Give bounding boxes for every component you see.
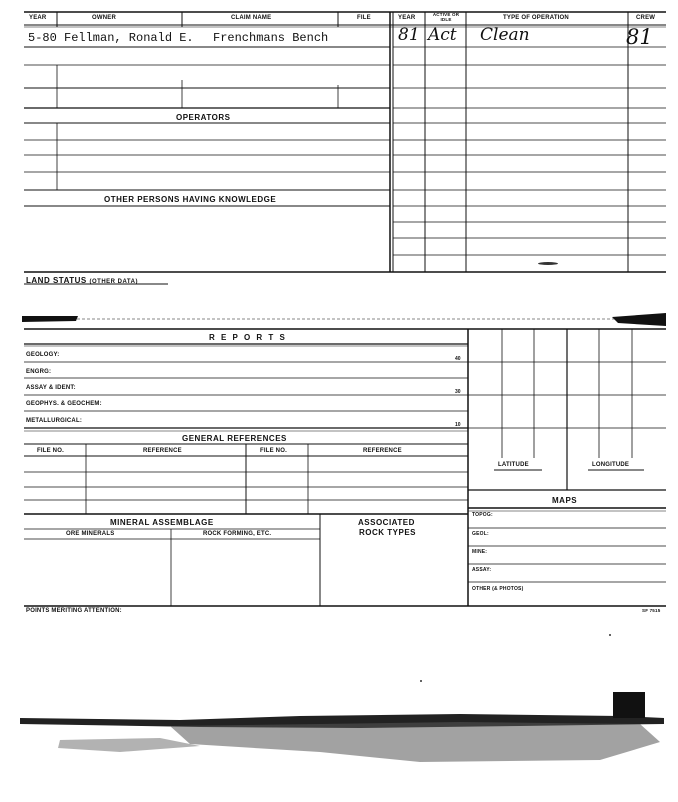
report-num-geology: 40 xyxy=(455,356,461,362)
hand-active: Act xyxy=(428,25,457,45)
land-status-label: LAND STATUS (OTHER DATA) xyxy=(26,276,138,285)
entry-claim-name: Frenchmans Bench xyxy=(213,31,329,45)
report-num-assay: 30 xyxy=(455,389,461,395)
other-persons-label: OTHER PERSONS HAVING KNOWLEDGE xyxy=(104,195,277,204)
report-row-metallurgical: METALLURGICAL: xyxy=(26,418,83,424)
gr-col-file-no: FILE NO. xyxy=(37,448,64,454)
report-row-engrg: ENGRG: xyxy=(26,369,52,375)
latitude-label: LATITUDE xyxy=(498,462,529,468)
header-year-2: YEAR xyxy=(398,15,416,21)
gr-col-file-no-2: FILE NO. xyxy=(260,448,287,454)
rock-types-label: ROCK TYPES xyxy=(359,528,417,537)
header-owner: OWNER xyxy=(92,15,116,21)
hand-type: Clean xyxy=(480,25,530,45)
rock-forming-label: ROCK FORMING, ETC. xyxy=(203,531,272,537)
scan-speck xyxy=(538,262,558,265)
report-row-geophys: GEOPHYS. & GEOCHEM: xyxy=(26,401,102,407)
maps-title: MAPS xyxy=(552,496,578,505)
gr-col-reference: REFERENCE xyxy=(143,448,182,454)
scan-speck xyxy=(420,680,422,682)
report-num-metallurgical: 10 xyxy=(455,422,461,428)
header-claim-name: CLAIM NAME xyxy=(231,15,272,21)
maps-row-other-photos: OTHER (& PHOTOS) xyxy=(472,586,524,592)
reports-title: R E P O R T S xyxy=(209,333,287,342)
general-references-title: GENERAL REFERENCES xyxy=(182,434,287,443)
form-number: SF 7515 xyxy=(642,608,661,613)
maps-row-assay: ASSAY: xyxy=(472,567,492,573)
report-row-geology: GEOLOGY: xyxy=(26,352,60,358)
entry-owner: Fellman, Ronald E. xyxy=(64,31,194,45)
operators-label: OPERATORS xyxy=(176,113,231,122)
scan-speck xyxy=(609,634,611,636)
hand-crew: 81 xyxy=(626,25,653,49)
header-crew: CREW xyxy=(636,15,656,21)
report-row-assay: ASSAY & IDENT: xyxy=(26,385,76,391)
hand-year: 81 xyxy=(398,25,420,45)
points-meriting-attention-label: POINTS MERITING ATTENTION: xyxy=(26,608,122,614)
maps-row-topog: TOPOG: xyxy=(472,512,493,518)
maps-row-geol: GEOL: xyxy=(472,531,489,537)
longitude-label: LONGITUDE xyxy=(592,462,630,468)
gr-col-reference-2: REFERENCE xyxy=(363,448,402,454)
header-active-idle: ACTIVE OR IDLE xyxy=(432,12,460,22)
mineral-assemblage-title: MINERAL ASSEMBLAGE xyxy=(110,518,214,527)
header-file: FILE xyxy=(357,15,371,21)
header-year: YEAR xyxy=(29,15,47,21)
header-type-of-operation: TYPE OF OPERATION xyxy=(503,15,569,21)
scan-artifact-block xyxy=(613,692,645,718)
associated-label: ASSOCIATED xyxy=(358,518,415,527)
entry-year: 5-80 xyxy=(28,31,57,45)
ore-minerals-label: ORE MINERALS xyxy=(66,531,115,537)
maps-row-mine: MINE: xyxy=(472,549,488,555)
